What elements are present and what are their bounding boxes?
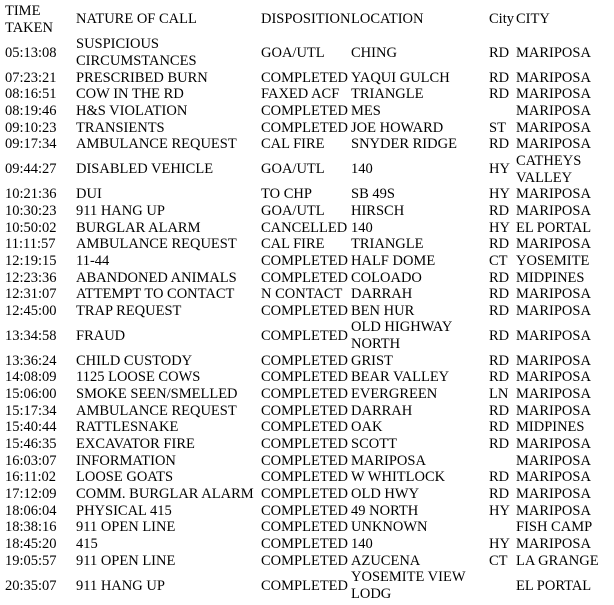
time-cell: 13:36:24 <box>5 352 57 369</box>
time-cell: 12:31:07 <box>5 286 57 303</box>
nature-of-call-cell: DISABLED VEHICLE <box>76 161 214 178</box>
location-cell: GRIST <box>351 352 393 369</box>
location-cell: 49 NORTH <box>351 502 419 519</box>
time-cell: 08:19:46 <box>5 102 57 119</box>
time-cell: 11:11:57 <box>5 236 56 253</box>
nature-of-call-cell: CHILD CUSTODY <box>76 352 193 369</box>
disposition-cell: COMPLETED <box>261 119 348 136</box>
table-row <box>5 270 612 287</box>
time-cell: 10:50:02 <box>5 219 57 236</box>
street-type-cell: CT <box>489 552 508 569</box>
disposition-cell: GOA/UTL <box>261 202 325 219</box>
city-cell: MARIPOSA <box>516 202 591 219</box>
time-cell: 16:03:07 <box>5 452 57 469</box>
table-row <box>5 203 612 220</box>
city-cell: MARIPOSA <box>516 469 591 486</box>
nature-of-call-cell: TRANSIENTS <box>76 119 165 136</box>
disposition-cell: COMPLETED <box>261 327 348 344</box>
time-cell: 15:06:00 <box>5 386 57 403</box>
nature-of-call-cell: COMM. BURGLAR ALARM <box>76 486 254 503</box>
table-row <box>5 286 612 303</box>
location-cell: TRIANGLE <box>351 86 424 103</box>
disposition-cell: COMPLETED <box>261 252 348 269</box>
nature-of-call-cell: ABANDONED ANIMALS <box>76 269 237 286</box>
city-cell: MARIPOSA <box>516 44 591 61</box>
table-row <box>5 519 612 536</box>
table-row <box>5 70 612 87</box>
disposition-cell: COMPLETED <box>261 536 348 552</box>
nature-of-call-cell: PRESCRIBED BURN <box>76 69 208 86</box>
city-cell: MARIPOSA <box>516 302 591 319</box>
nature-of-call-cell: 911 HANG UP <box>76 577 165 594</box>
city-cell: LA GRANGE <box>516 552 599 569</box>
disposition-cell: CAL FIRE <box>261 236 325 253</box>
location-cell: TRIANGLE <box>351 236 424 253</box>
table-row <box>5 319 612 352</box>
table-row <box>5 419 612 436</box>
location-cell: SB 49S <box>351 186 395 203</box>
street-type-cell: RD <box>489 352 510 369</box>
location-cell: 140 <box>351 536 373 552</box>
nature-of-call-cell: FRAUD <box>76 327 126 344</box>
time-cell: 20:35:07 <box>5 577 57 594</box>
nature-of-call-cell: AMBULANCE REQUEST <box>76 136 237 153</box>
time-cell: 18:06:04 <box>5 502 57 519</box>
table-row <box>5 186 612 203</box>
disposition-cell: COMPLETED <box>261 486 348 503</box>
city-cell: MARIPOSA <box>516 102 591 119</box>
disposition-cell: COMPLETED <box>261 402 348 419</box>
disposition-cell: COMPLETED <box>261 69 348 86</box>
header-disposition: DISPOSITION <box>261 11 351 28</box>
table-row <box>5 103 612 120</box>
street-type-cell: RD <box>489 486 510 503</box>
location-cell: UNKNOWN <box>351 519 428 536</box>
disposition-cell: COMPLETED <box>261 302 348 319</box>
location-cell: OAK <box>351 419 383 436</box>
location-cell: BEAR VALLEY <box>351 369 450 386</box>
disposition-cell: COMPLETED <box>261 369 348 386</box>
time-cell: 15:17:34 <box>5 402 57 419</box>
time-cell: 19:05:57 <box>5 552 57 569</box>
city-cell: MARIPOSA <box>516 436 591 453</box>
street-type-cell: HY <box>489 219 510 236</box>
location-cell: COLOADO <box>351 269 422 286</box>
location-cell: DARRAH <box>351 402 413 419</box>
location-cell: SNYDER RIDGE <box>351 136 457 153</box>
time-cell: 15:46:35 <box>5 436 57 453</box>
table-row <box>5 436 612 453</box>
table-row <box>5 253 612 270</box>
location-cell: YAQUI GULCH <box>351 69 450 86</box>
city-cell: MARIPOSA <box>516 186 591 203</box>
disposition-cell: COMPLETED <box>261 552 348 569</box>
header-time-taken: TIME TAKEN <box>5 3 53 36</box>
disposition-cell: COMPLETED <box>261 352 348 369</box>
table-row <box>5 569 612 602</box>
time-cell: 14:08:09 <box>5 369 57 386</box>
street-type-cell: HY <box>489 502 510 519</box>
disposition-cell: COMPLETED <box>261 519 348 536</box>
street-type-cell: LN <box>489 386 509 403</box>
table-row <box>5 469 612 486</box>
city-cell: EL PORTAL <box>516 577 592 594</box>
nature-of-call-cell: AMBULANCE REQUEST <box>76 402 237 419</box>
street-type-cell: ST <box>489 119 506 136</box>
nature-of-call-cell: SUSPICIOUS CIRCUMSTANCES <box>76 36 197 69</box>
time-cell: 10:30:23 <box>5 202 57 219</box>
table-row <box>5 553 612 570</box>
header-location: LOCATION <box>351 11 424 28</box>
street-type-cell: RD <box>489 469 510 486</box>
table-row <box>5 536 612 553</box>
location-cell: 140 <box>351 161 373 178</box>
time-cell: 10:21:36 <box>5 186 57 203</box>
table-row <box>5 403 612 420</box>
disposition-cell: N CONTACT <box>261 286 343 303</box>
location-cell: 140 <box>351 219 373 236</box>
disposition-cell: COMPLETED <box>261 419 348 436</box>
location-cell: MARIPOSA <box>351 452 426 469</box>
nature-of-call-cell: 911 HANG UP <box>76 202 165 219</box>
street-type-cell: RD <box>489 402 510 419</box>
nature-of-call-cell: DUI <box>76 186 102 203</box>
table-row <box>5 369 612 386</box>
location-cell: OLD HWY <box>351 486 420 503</box>
location-cell: MES <box>351 102 381 119</box>
time-cell: 08:16:51 <box>5 86 57 103</box>
time-cell: 12:23:36 <box>5 269 57 286</box>
disposition-cell: GOA/UTL <box>261 161 325 178</box>
time-cell: 07:23:21 <box>5 69 57 86</box>
nature-of-call-cell: H&S VIOLATION <box>76 102 188 119</box>
nature-of-call-cell: TRAP REQUEST <box>76 302 182 319</box>
header-street-type: City <box>489 11 514 28</box>
table-row <box>5 486 612 503</box>
disposition-cell: CANCELLED <box>261 219 348 236</box>
location-cell: YOSEMITE VIEW LODG <box>351 569 466 602</box>
city-cell: EL PORTAL <box>516 219 592 236</box>
street-type-cell: HY <box>489 161 510 178</box>
disposition-cell: COMPLETED <box>261 469 348 486</box>
location-cell: SCOTT <box>351 436 397 453</box>
disposition-cell: CAL FIRE <box>261 136 325 153</box>
street-type-cell: HY <box>489 536 510 552</box>
table-row <box>5 86 612 103</box>
time-cell: 09:44:27 <box>5 161 57 178</box>
disposition-cell: COMPLETED <box>261 102 348 119</box>
nature-of-call-cell: LOOSE GOATS <box>76 469 174 486</box>
city-cell: MARIPOSA <box>516 536 591 552</box>
table-row <box>5 220 612 237</box>
location-cell: CHING <box>351 44 397 61</box>
disposition-cell: COMPLETED <box>261 502 348 519</box>
city-cell: FISH CAMP <box>516 519 593 536</box>
nature-of-call-cell: EXCAVATOR FIRE <box>76 436 195 453</box>
time-cell: 18:45:20 <box>5 536 57 552</box>
city-cell: MARIPOSA <box>516 286 591 303</box>
nature-of-call-cell: 911 OPEN LINE <box>76 519 176 536</box>
nature-of-call-cell: 11-44 <box>76 252 110 269</box>
city-cell: MARIPOSA <box>516 502 591 519</box>
table-row <box>5 236 612 253</box>
location-cell: BEN HUR <box>351 302 415 319</box>
time-cell: 12:19:15 <box>5 252 57 269</box>
city-cell: MARIPOSA <box>516 69 591 86</box>
location-cell: OLD HIGHWAY NORTH <box>351 319 452 353</box>
table-row <box>5 353 612 370</box>
city-cell: MARIPOSA <box>516 402 591 419</box>
table-row <box>5 453 612 470</box>
street-type-cell: RD <box>489 136 510 153</box>
street-type-cell: RD <box>489 44 510 61</box>
city-cell: MARIPOSA <box>516 386 591 403</box>
city-cell: MARIPOSA <box>516 327 591 344</box>
street-type-cell: RD <box>489 286 510 303</box>
table-row <box>5 120 612 137</box>
disposition-cell: COMPLETED <box>261 452 348 469</box>
nature-of-call-cell: RATTLESNAKE <box>76 419 179 436</box>
header-city: CITY <box>516 11 550 28</box>
table-row <box>5 303 612 320</box>
city-cell: MARIPOSA <box>516 486 591 503</box>
time-cell: 09:17:34 <box>5 136 57 153</box>
nature-of-call-cell: BURGLAR ALARM <box>76 219 201 236</box>
header-row <box>5 3 612 36</box>
street-type-cell: RD <box>489 202 510 219</box>
city-cell: MARIPOSA <box>516 236 591 253</box>
time-cell: 15:40:44 <box>5 419 57 436</box>
street-type-cell <box>489 569 516 602</box>
city-cell: YOSEMITE <box>516 252 590 269</box>
disposition-cell: FAXED ACF <box>261 86 340 103</box>
street-type-cell: RD <box>489 269 510 286</box>
call-log-table <box>5 3 612 603</box>
location-cell: AZUCENA <box>351 552 421 569</box>
disposition-cell: TO CHP <box>261 186 312 203</box>
city-cell: MARIPOSA <box>516 86 591 103</box>
nature-of-call-cell: 911 OPEN LINE <box>76 552 176 569</box>
disposition-cell: COMPLETED <box>261 269 348 286</box>
nature-of-call-cell: COW IN THE RD <box>76 86 184 103</box>
nature-of-call-cell: INFORMATION <box>76 452 176 469</box>
street-type-cell: RD <box>489 327 510 344</box>
time-cell: 13:34:58 <box>5 327 57 344</box>
nature-of-call-cell: ATTEMPT TO CONTACT <box>76 286 235 303</box>
nature-of-call-cell: AMBULANCE REQUEST <box>76 236 237 253</box>
table-row <box>5 503 612 520</box>
location-cell: JOE HOWARD <box>351 119 444 136</box>
city-cell: MIDPINES <box>516 269 585 286</box>
street-type-cell: RD <box>489 236 510 253</box>
city-cell: MARIPOSA <box>516 119 591 136</box>
table-row <box>5 153 612 186</box>
nature-of-call-cell: 415 <box>76 536 98 552</box>
location-cell: HALF DOME <box>351 252 436 269</box>
location-cell: DARRAH <box>351 286 413 303</box>
nature-of-call-cell: SMOKE SEEN/SMELLED <box>76 386 238 403</box>
table-row <box>5 386 612 403</box>
nature-of-call-cell: 1125 LOOSE COWS <box>76 369 201 386</box>
city-cell: MARIPOSA <box>516 369 591 386</box>
street-type-cell <box>489 519 516 536</box>
city-cell: CATHEYS VALLEY <box>516 152 582 186</box>
city-cell: MIDPINES <box>516 419 585 436</box>
time-cell: 12:45:00 <box>5 302 57 319</box>
street-type-cell <box>489 103 516 120</box>
street-type-cell: RD <box>489 86 510 103</box>
time-cell: 17:12:09 <box>5 486 57 503</box>
call-log-body <box>5 36 612 602</box>
time-cell: 05:13:08 <box>5 44 57 61</box>
city-cell: MARIPOSA <box>516 136 591 153</box>
time-cell: 09:10:23 <box>5 119 57 136</box>
city-cell: MARIPOSA <box>516 452 591 469</box>
city-cell: MARIPOSA <box>516 352 591 369</box>
table-header <box>5 3 612 36</box>
location-cell: HIRSCH <box>351 202 405 219</box>
location-cell: EVERGREEN <box>351 386 438 403</box>
nature-of-call-cell: PHYSICAL 415 <box>76 502 172 519</box>
disposition-cell: GOA/UTL <box>261 44 325 61</box>
time-cell: 18:38:16 <box>5 519 57 536</box>
disposition-cell: COMPLETED <box>261 577 348 594</box>
street-type-cell: RD <box>489 302 510 319</box>
table-row <box>5 136 612 153</box>
street-type-cell: RD <box>489 419 510 436</box>
time-cell: 16:11:02 <box>5 469 57 486</box>
street-type-cell <box>489 453 516 470</box>
street-type-cell: RD <box>489 69 510 86</box>
street-type-cell: CT <box>489 252 508 269</box>
street-type-cell: RD <box>489 369 510 386</box>
table-row <box>5 36 612 69</box>
disposition-cell: COMPLETED <box>261 386 348 403</box>
header-nature-of-call: NATURE OF CALL <box>76 11 197 28</box>
street-type-cell: RD <box>489 436 510 453</box>
street-type-cell: HY <box>489 186 510 203</box>
disposition-cell: COMPLETED <box>261 436 348 453</box>
location-cell: W WHITLOCK <box>351 469 446 486</box>
